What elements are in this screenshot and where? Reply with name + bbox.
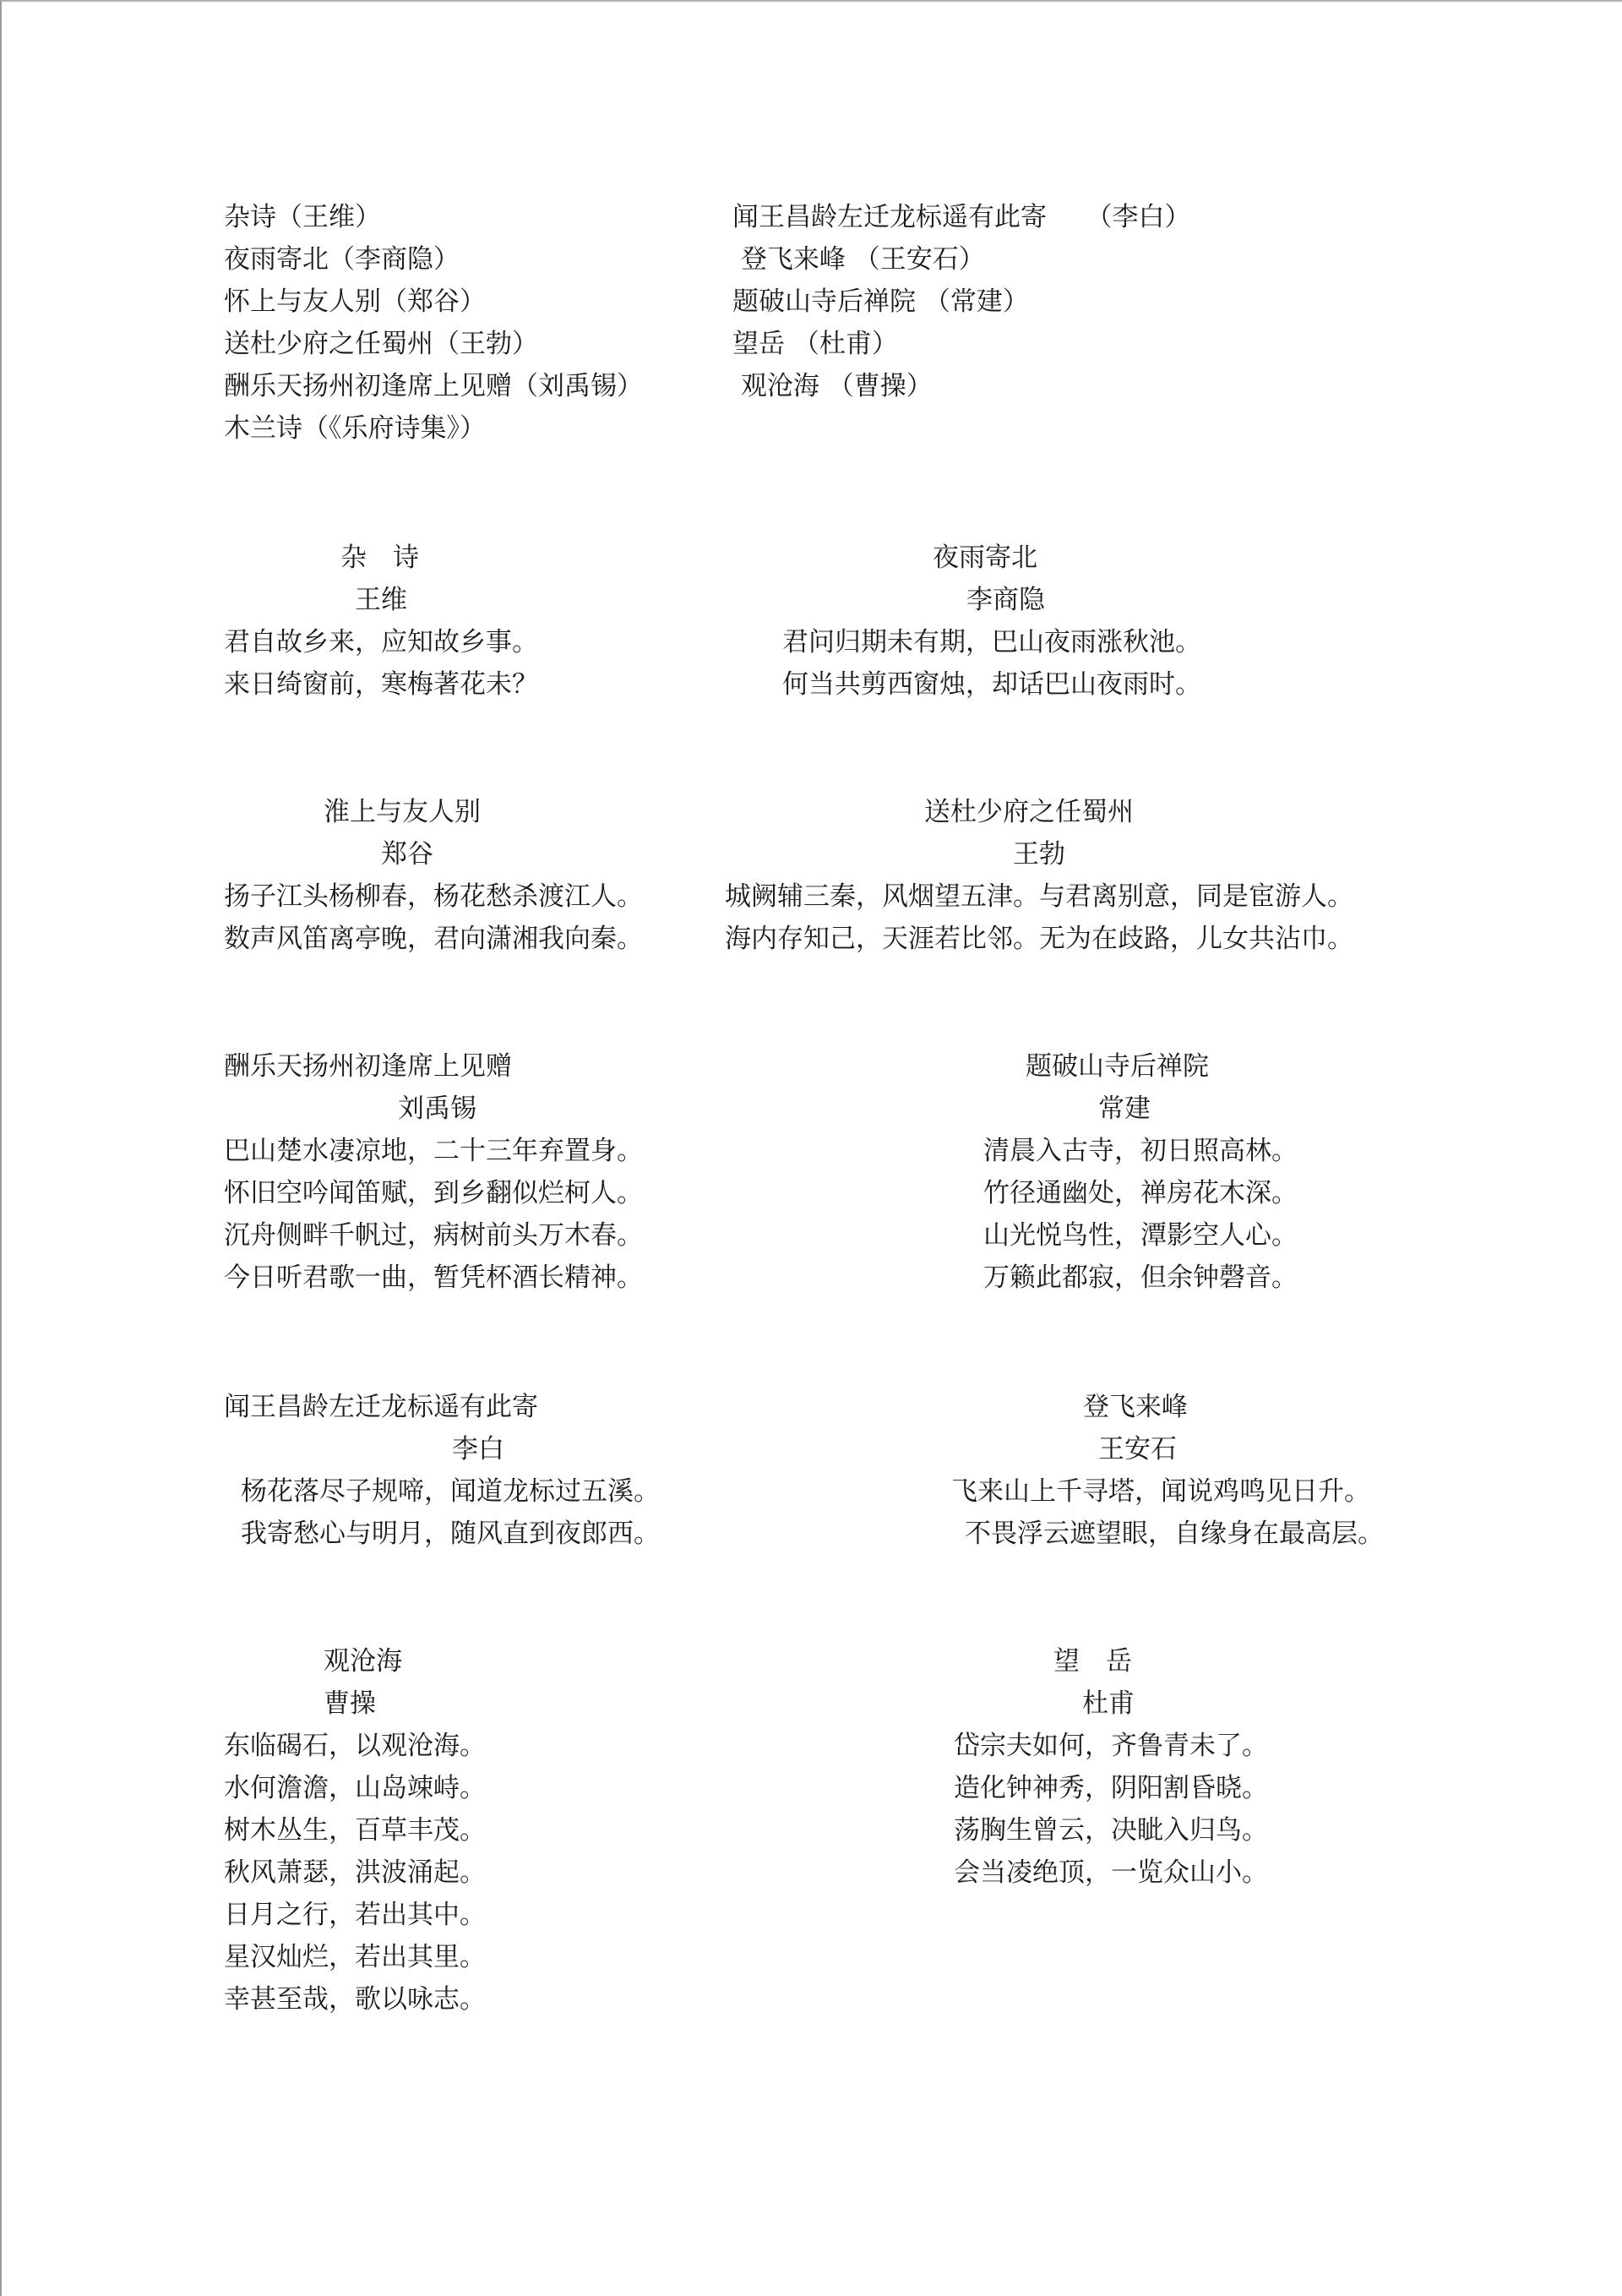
poem-dengfeilaifeng	[951, 1386, 1384, 1555]
poem-line: 竹径通幽处，禅房花木深。	[983, 1178, 1298, 1208]
poem-line: 我寄愁心与明月，随风直到夜郎西。	[241, 1519, 660, 1549]
poem-line: 清晨入古寺，初日照高林。	[983, 1136, 1298, 1166]
poem-title: 杂 诗	[340, 543, 419, 573]
poem-line: 巴山楚水凄凉地，二十三年弃置身。	[224, 1136, 643, 1166]
toc-item: 送杜少府之任蜀州（王勃）	[224, 329, 538, 359]
poem-author: 王勃	[1013, 839, 1065, 870]
poem-wenwangchangling	[224, 1386, 660, 1555]
poem-author: 李商隐	[966, 585, 1045, 615]
toc-item: 望岳 （杜甫）	[732, 329, 898, 359]
poem-line: 星汉灿烂，若出其里。	[224, 1942, 486, 1972]
poem-line: 何当共剪西窗烛，却话巴山夜雨时。	[782, 669, 1201, 700]
poem-line: 城阙辅三秦，风烟望五津。与君离别意，同是宦游人。	[725, 881, 1353, 912]
poem-author: 刘禹锡	[398, 1093, 476, 1124]
poem-title: 闻王昌龄左迁龙标遥有此寄	[224, 1392, 538, 1422]
poem-line: 飞来山上千寻塔，闻说鸡鸣见日升。	[951, 1476, 1370, 1507]
poem-author: 李白	[452, 1434, 504, 1464]
poem-line: 今日听君歌一曲，暂凭杯酒长精神。	[224, 1263, 643, 1293]
poem-line: 会当凌绝顶，一览众山小。	[954, 1857, 1268, 1888]
poem-line: 树木丛生，百草丰茂。	[224, 1815, 486, 1846]
poem-line: 东临碣石，以观沧海。	[224, 1731, 486, 1761]
poem-title: 观沧海	[324, 1646, 402, 1677]
poem-line: 君问归期未有期，巴山夜雨涨秋池。	[782, 627, 1201, 657]
poem-guancanghai	[224, 1640, 486, 2021]
toc-item: 夜雨寄北（李商隐）	[224, 244, 460, 275]
poem-line: 不畏浮云遮望眼，自缘身在最高层。	[965, 1519, 1384, 1549]
poem-author: 郑谷	[381, 839, 433, 870]
poem-line: 水何澹澹，山岛竦峙。	[224, 1773, 486, 1803]
poem-line: 日月之行，若出其中。	[224, 1900, 486, 1930]
poem-title: 登飞来峰	[1083, 1392, 1188, 1422]
poem-line: 秋风萧瑟，洪波涌起。	[224, 1857, 486, 1888]
toc-item: 木兰诗（《乐府诗集》）	[224, 413, 486, 444]
poem-author: 杜甫	[1082, 1688, 1135, 1719]
poem-line: 君自故乡来，应知故乡事。	[224, 627, 538, 657]
poem-title: 题破山寺后禅院	[1026, 1051, 1209, 1082]
poem-title: 送杜少府之任蜀州	[924, 797, 1134, 827]
poem-line: 山光悦鸟性，潭影空人心。	[983, 1220, 1298, 1251]
poem-line: 荡胸生曾云，决眦入归鸟。	[954, 1815, 1268, 1846]
toc-item: 酬乐天扬州初逢席上见赠（刘禹锡）	[224, 371, 643, 401]
poem-title: 望 岳	[1053, 1646, 1132, 1677]
poem-author: 王安石	[1098, 1434, 1177, 1464]
poem-line: 来日绮窗前，寒梅著花未？	[224, 669, 538, 700]
poem-line: 扬子江头杨柳春，杨花愁杀渡江人。	[224, 881, 643, 912]
poem-line: 幸甚至哉，歌以咏志。	[224, 1984, 486, 2015]
poem-line: 造化钟神秀，阴阳割昏晓。	[954, 1773, 1268, 1803]
poem-chouletian	[224, 1045, 643, 1299]
poem-title: 酬乐天扬州初逢席上见赠	[224, 1051, 512, 1082]
poem-line: 海内存知己，天涯若比邻。无为在歧路，儿女共沾巾。	[725, 924, 1353, 954]
poem-line: 杨花落尽子规啼，闻道龙标过五溪。	[241, 1476, 660, 1507]
poem-author: 常建	[1098, 1093, 1151, 1124]
poem-line: 万籁此都寂，但余钟磬音。	[983, 1263, 1298, 1293]
poem-wangyue	[954, 1640, 1268, 1894]
poem-huaishang	[224, 791, 643, 960]
toc-item: 杂诗（王维）	[224, 202, 381, 232]
toc-item: 登飞来峰 （王安石）	[732, 244, 985, 275]
toc-item: 怀上与友人别（郑谷）	[224, 286, 486, 317]
toc-item: 闻王昌龄左迁龙标遥有此寄 （李白）	[732, 202, 1191, 232]
poem-zashi	[224, 537, 538, 706]
poem-line: 数声风笛离亭晚，君向潇湘我向秦。	[224, 924, 643, 954]
poem-title: 夜雨寄北	[933, 543, 1037, 573]
poem-yeyujibei	[782, 537, 1201, 706]
poem-songdushaofu	[725, 791, 1353, 960]
poem-line: 怀旧空吟闻笛赋，到乡翻似烂柯人。	[224, 1178, 643, 1208]
poem-author: 王维	[355, 585, 407, 615]
poem-line: 沉舟侧畔千帆过，病树前头万木春。	[224, 1220, 643, 1251]
poem-title: 淮上与友人别	[324, 797, 481, 827]
toc-item: 题破山寺后禅院 （常建）	[732, 286, 1029, 317]
poem-line: 岱宗夫如何，齐鲁青未了。	[954, 1731, 1268, 1761]
toc-item: 观沧海 （曹操）	[732, 371, 933, 401]
poem-author: 曹操	[324, 1688, 376, 1719]
poem-tiposhansi	[983, 1045, 1298, 1299]
